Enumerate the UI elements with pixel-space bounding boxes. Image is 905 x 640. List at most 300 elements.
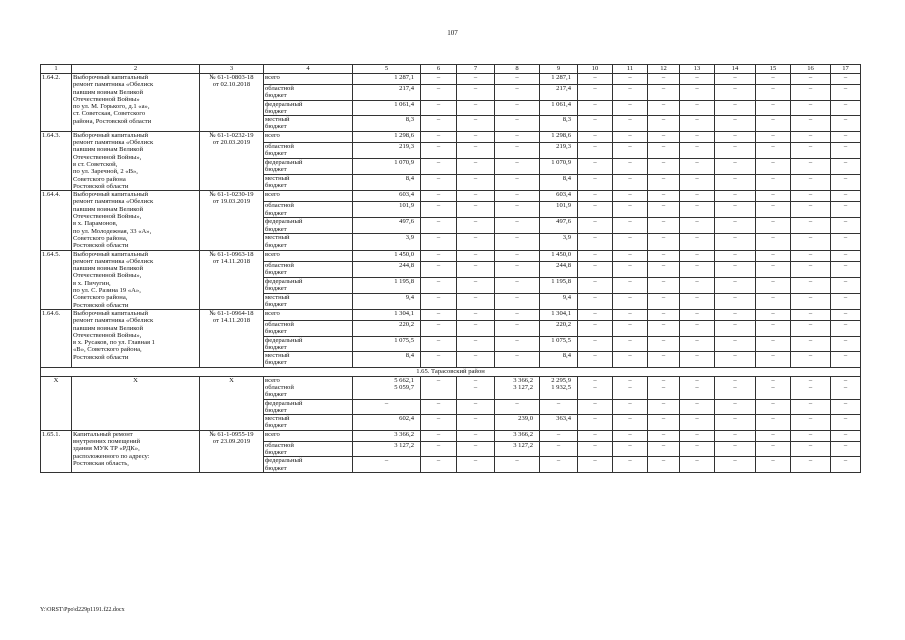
dash-cell: – <box>791 320 831 336</box>
dash-cell: – <box>680 261 715 277</box>
dash-cell: – <box>680 202 715 218</box>
dash-cell: – <box>680 441 715 457</box>
dash-cell: – <box>457 293 495 309</box>
dash-cell: – <box>756 320 791 336</box>
header-cell: 9 <box>540 65 578 74</box>
dash-cell: – <box>715 116 756 132</box>
dash-cell: – <box>495 399 540 415</box>
item-document: № 61-1-0230-19 от 19.03.2019 <box>200 191 264 250</box>
dash-cell: – <box>578 100 613 116</box>
dash-cell: – <box>648 131 680 142</box>
dash-cell: – <box>791 277 831 293</box>
table-row <box>41 430 861 441</box>
dash-cell: – <box>648 159 680 175</box>
dash-cell: – – <box>791 376 831 399</box>
dash-cell: – <box>457 415 495 431</box>
amount-cell: 8,3 <box>353 116 421 132</box>
dash-cell: – <box>457 175 495 191</box>
item-number: 1.64.3. <box>41 131 72 190</box>
dash-cell: – <box>578 234 613 250</box>
header-cell: 15 <box>756 65 791 74</box>
dash-cell: – <box>578 457 613 473</box>
dash-cell: – <box>715 159 756 175</box>
dash-cell: – <box>715 191 756 202</box>
dash-cell: – <box>680 85 715 101</box>
amount-cell: 1 450,0 <box>540 250 578 261</box>
dash-cell: – <box>495 116 540 132</box>
dash-cell: – <box>578 191 613 202</box>
amount-cell: 603,4 <box>540 191 578 202</box>
dash-cell: – <box>457 234 495 250</box>
budget-label: местный бюджет <box>264 116 353 132</box>
dash-cell: – <box>715 430 756 441</box>
dash-cell: – <box>648 261 680 277</box>
dash-cell: – <box>680 159 715 175</box>
budget-label: федеральный бюджет <box>264 159 353 175</box>
dash-cell: – <box>457 74 495 85</box>
dash-cell: – <box>421 277 457 293</box>
dash-cell: – <box>421 352 457 368</box>
dash-cell: – <box>791 175 831 191</box>
item-number: 1.64.5. <box>41 250 72 309</box>
dash-cell: – <box>613 320 648 336</box>
dash-cell: – <box>756 277 791 293</box>
dash-cell: – <box>457 159 495 175</box>
dash-cell: – <box>791 309 831 320</box>
dash-cell: – <box>578 261 613 277</box>
budget-label: местный бюджет <box>264 293 353 309</box>
dash-cell: – <box>831 175 861 191</box>
dash-cell: – <box>578 131 613 142</box>
amount-cell: 1 070,9 <box>540 159 578 175</box>
dash-cell: – <box>457 277 495 293</box>
item-document: № 61-1-0803-18 от 02.10.2018 <box>200 74 264 132</box>
dash-cell: – <box>613 202 648 218</box>
dash-cell: – <box>831 309 861 320</box>
dash-cell: – <box>457 320 495 336</box>
budget-label: областной бюджет <box>264 143 353 159</box>
amount-cell: 8,4 <box>353 175 421 191</box>
dash-cell: – <box>421 430 457 441</box>
dash-cell: – <box>756 336 791 352</box>
dash-cell: – <box>756 399 791 415</box>
table-row <box>41 309 861 320</box>
amount-cell: 239,0 <box>495 415 540 431</box>
dash-cell: – <box>715 250 756 261</box>
dash-cell: – <box>578 320 613 336</box>
dash-cell: – <box>831 457 861 473</box>
dash-cell: – <box>648 415 680 431</box>
amount-cell: 101,9 <box>353 202 421 218</box>
amount-cell: 3,9 <box>540 234 578 250</box>
budget-label: федеральный бюджет <box>264 100 353 116</box>
dash-cell: – <box>648 250 680 261</box>
dash-cell: – <box>756 175 791 191</box>
dash-cell: – <box>680 309 715 320</box>
item-name: Выборочный капитальный ремонт памятника «Обелиск павшим воинам Великой Отечественной Войны», в х. Пичугин, по ул. С. Разина 19 «А», Советского района, Ростовской области <box>72 250 200 309</box>
dash-cell: – <box>421 441 457 457</box>
dash-cell: – <box>578 293 613 309</box>
dash-cell: – <box>578 218 613 234</box>
dash-cell: – <box>578 336 613 352</box>
dash-cell: – <box>756 131 791 142</box>
x-cell: X <box>200 376 264 430</box>
budget-label: федеральный бюджет <box>264 277 353 293</box>
dash-cell: – <box>421 320 457 336</box>
dash-cell: – <box>756 116 791 132</box>
amount-cell: 8,4 <box>540 352 578 368</box>
budget-label: областной бюджет <box>264 202 353 218</box>
amount-cell: 9,4 <box>540 293 578 309</box>
dash-cell: – <box>421 218 457 234</box>
header-cell: 1 <box>41 65 72 74</box>
dash-cell: – <box>578 74 613 85</box>
amount-cell: 602,4 <box>353 415 421 431</box>
dash-cell: – <box>495 277 540 293</box>
header-cell: 6 <box>421 65 457 74</box>
dash-cell: – <box>756 430 791 441</box>
dash-cell: – – <box>756 376 791 399</box>
dash-cell: – <box>495 250 540 261</box>
dash-cell: – <box>831 415 861 431</box>
dash-cell: – <box>578 430 613 441</box>
dash-cell: – <box>495 175 540 191</box>
dash-cell: – <box>680 74 715 85</box>
dash-cell: – <box>613 159 648 175</box>
dash-cell: – <box>421 85 457 101</box>
dash-cell: – <box>353 457 421 473</box>
dash-cell: – <box>831 320 861 336</box>
dash-cell: – <box>457 143 495 159</box>
x-cell: X <box>41 376 72 430</box>
amount-cell: 497,6 <box>540 218 578 234</box>
budget-label: всего <box>264 131 353 142</box>
dash-cell: – <box>648 116 680 132</box>
dash-cell: – <box>540 457 578 473</box>
budget-table <box>40 64 861 473</box>
dash-cell: – <box>791 100 831 116</box>
dash-cell: – <box>613 457 648 473</box>
dash-cell: – <box>648 85 680 101</box>
item-number: 1.64.6. <box>41 309 72 367</box>
dash-cell: – <box>831 250 861 261</box>
table-row <box>41 367 861 376</box>
dash-cell: – – <box>648 376 680 399</box>
amount-cell: 8,3 <box>540 116 578 132</box>
dash-cell: – <box>831 100 861 116</box>
header-cell: 5 <box>353 65 421 74</box>
dash-cell: – <box>578 143 613 159</box>
dash-cell: – <box>756 100 791 116</box>
dash-cell: – <box>831 202 861 218</box>
dash-cell: – <box>756 457 791 473</box>
dash-cell: – <box>791 131 831 142</box>
dash-cell: – – <box>578 376 613 399</box>
amount-cell: 217,4 <box>353 85 421 101</box>
table-row <box>41 250 861 261</box>
dash-cell: – <box>791 415 831 431</box>
dash-cell: – <box>831 293 861 309</box>
item-name: Выборочный капитальный ремонт памятника «Обелиск павшим воинам Великой Отечественной Войны», в х. Русаков, по ул. Главная 1 «В», Советского района, Ростовской области <box>72 309 200 367</box>
dash-cell: – <box>831 74 861 85</box>
dash-cell: – <box>495 234 540 250</box>
dash-cell: – <box>495 352 540 368</box>
header-cell: 2 <box>72 65 200 74</box>
dash-cell: – <box>578 415 613 431</box>
dash-cell: – <box>791 261 831 277</box>
dash-cell: – <box>756 159 791 175</box>
amount-cell: 1 075,5 <box>353 336 421 352</box>
item-name: Капитальный ремонт внутренних помещений здания МУК ТР «РДК», расположенного по адресу: Ростовская область, <box>72 430 200 472</box>
dash-cell: – <box>756 234 791 250</box>
dash-cell: – <box>613 415 648 431</box>
dash-cell: – <box>648 74 680 85</box>
dash-cell: – <box>457 441 495 457</box>
budget-label: всего <box>264 191 353 202</box>
amount-cell: 1 287,1 <box>540 74 578 85</box>
dash-cell: – <box>457 250 495 261</box>
dash-cell: – <box>831 234 861 250</box>
dash-cell: – <box>457 457 495 473</box>
dash-cell: – <box>715 352 756 368</box>
amount-cell: 3 366,2 <box>495 430 540 441</box>
dash-cell: – <box>831 261 861 277</box>
item-name: Выборочный капитальный ремонт памятника «Обелиск павшим воинам Великой Отечественной Войны» по ул. М. Горького, д.1 «а», ст. Советская, Советского района, Ростовской области <box>72 74 200 132</box>
dash-cell: – <box>756 191 791 202</box>
budget-label: федеральный бюджет <box>264 457 353 473</box>
dash-cell: – <box>715 218 756 234</box>
item-name: Выборочный капитальный ремонт памятника «Обелиск павшим воинам Великой Отечественной Войны», в х. Парамонов, по ул. Молодежная, 33 «А», Советского района, Ростовской области <box>72 191 200 250</box>
dash-cell: – <box>756 250 791 261</box>
header-cell: 4 <box>264 65 353 74</box>
dash-cell: – <box>613 399 648 415</box>
dash-cell: – <box>495 457 540 473</box>
dash-cell: – <box>756 143 791 159</box>
dash-cell: – <box>715 85 756 101</box>
amount-cell: 2 295,9 1 932,5 <box>540 376 578 399</box>
budget-label: всего областной бюджет <box>264 376 353 399</box>
dash-cell: – <box>756 85 791 101</box>
dash-cell: – <box>680 457 715 473</box>
dash-cell: – <box>648 441 680 457</box>
dash-cell: – <box>495 85 540 101</box>
dash-cell: – <box>578 441 613 457</box>
dash-cell: – <box>715 309 756 320</box>
header-cell: 8 <box>495 65 540 74</box>
dash-cell: – <box>715 277 756 293</box>
dash-cell: – <box>648 293 680 309</box>
dash-cell: – <box>495 336 540 352</box>
dash-cell: – <box>613 261 648 277</box>
budget-label: всего <box>264 309 353 320</box>
dash-cell: – <box>648 277 680 293</box>
dash-cell: – <box>680 336 715 352</box>
header-cell: 12 <box>648 65 680 74</box>
budget-label: федеральный бюджет <box>264 218 353 234</box>
dash-cell: – <box>831 85 861 101</box>
header-cell: 14 <box>715 65 756 74</box>
dash-cell: – <box>791 218 831 234</box>
dash-cell: – <box>578 202 613 218</box>
dash-cell: – – <box>613 376 648 399</box>
dash-cell: – <box>756 74 791 85</box>
dash-cell: – <box>495 100 540 116</box>
header-cell: 13 <box>680 65 715 74</box>
dash-cell: – <box>680 415 715 431</box>
dash-cell: – <box>613 293 648 309</box>
dash-cell: – <box>495 293 540 309</box>
dash-cell: – <box>457 218 495 234</box>
dash-cell: – <box>495 202 540 218</box>
dash-cell: – <box>648 234 680 250</box>
dash-cell: – <box>756 309 791 320</box>
dash-cell: – <box>791 250 831 261</box>
dash-cell: – <box>495 261 540 277</box>
dash-cell: – <box>648 218 680 234</box>
dash-cell: – <box>680 430 715 441</box>
header-cell: 7 <box>457 65 495 74</box>
dash-cell: – <box>791 159 831 175</box>
page-number: 107 <box>447 29 458 37</box>
dash-cell: – <box>648 175 680 191</box>
dash-cell: – <box>421 457 457 473</box>
budget-label: федеральный бюджет <box>264 399 353 415</box>
dash-cell: – <box>578 277 613 293</box>
dash-cell: – <box>680 250 715 261</box>
section-title: 1.65. Тарасовский район <box>41 367 861 376</box>
dash-cell: – <box>540 441 578 457</box>
budget-label: местный бюджет <box>264 234 353 250</box>
table-row <box>41 65 861 74</box>
table-row <box>41 376 861 399</box>
dash-cell: – <box>715 143 756 159</box>
dash-cell: – <box>680 143 715 159</box>
dash-cell: – – <box>831 376 861 399</box>
table-row <box>41 191 861 202</box>
dash-cell: – <box>421 250 457 261</box>
dash-cell: – – <box>680 376 715 399</box>
dash-cell: – <box>613 441 648 457</box>
dash-cell: – <box>715 74 756 85</box>
dash-cell: – <box>495 191 540 202</box>
dash-cell: – <box>756 293 791 309</box>
dash-cell: – <box>578 250 613 261</box>
amount-cell: 9,4 <box>353 293 421 309</box>
dash-cell: – <box>421 261 457 277</box>
dash-cell: – <box>457 202 495 218</box>
amount-cell: 3 366,2 <box>353 430 421 441</box>
table-body <box>41 65 861 473</box>
x-cell: X <box>72 376 200 430</box>
item-document: № 61-1-0955-19 от 23.09.2019 <box>200 430 264 472</box>
amount-cell: 8,4 <box>540 175 578 191</box>
dash-cell: – <box>648 399 680 415</box>
amount-cell: 1 287,1 <box>353 74 421 85</box>
dash-cell: – – <box>457 376 495 399</box>
dash-cell: – <box>791 336 831 352</box>
dash-cell: – <box>715 415 756 431</box>
dash-cell: – <box>791 143 831 159</box>
dash-cell: – <box>715 131 756 142</box>
item-document: № 61-1-0964-18 от 14.11.2018 <box>200 309 264 367</box>
header-cell: 11 <box>613 65 648 74</box>
item-document: № 61-1-0963-18 от 14.11.2018 <box>200 250 264 309</box>
dash-cell: – <box>613 218 648 234</box>
dash-cell: – <box>715 293 756 309</box>
amount-cell: 1 450,0 <box>353 250 421 261</box>
dash-cell: – <box>613 116 648 132</box>
dash-cell: – <box>353 399 421 415</box>
amount-cell: 3,9 <box>353 234 421 250</box>
dash-cell: – <box>421 100 457 116</box>
dash-cell: – <box>578 116 613 132</box>
dash-cell: – <box>648 320 680 336</box>
dash-cell: – <box>715 100 756 116</box>
amount-cell: 5 662,1 5 059,7 <box>353 376 421 399</box>
dash-cell: – <box>578 309 613 320</box>
budget-label: всего <box>264 250 353 261</box>
header-cell: 10 <box>578 65 613 74</box>
dash-cell: – <box>680 191 715 202</box>
budget-label: всего <box>264 430 353 441</box>
budget-label: областной бюджет <box>264 85 353 101</box>
amount-cell: 244,8 <box>353 261 421 277</box>
dash-cell: – <box>648 336 680 352</box>
amount-cell: 101,9 <box>540 202 578 218</box>
dash-cell: – <box>457 352 495 368</box>
header-cell: 3 <box>200 65 264 74</box>
dash-cell: – <box>495 131 540 142</box>
dash-cell: – <box>421 202 457 218</box>
dash-cell: – <box>791 430 831 441</box>
dash-cell: – <box>680 234 715 250</box>
amount-cell: 1 195,8 <box>540 277 578 293</box>
amount-cell: 217,4 <box>540 85 578 101</box>
item-number: 1.64.2. <box>41 74 72 132</box>
dash-cell: – <box>457 131 495 142</box>
dash-cell: – <box>613 277 648 293</box>
dash-cell: – <box>648 352 680 368</box>
dash-cell: – <box>715 336 756 352</box>
dash-cell: – <box>457 191 495 202</box>
dash-cell: – <box>648 430 680 441</box>
header-cell: 16 <box>791 65 831 74</box>
budget-label: местный бюджет <box>264 415 353 431</box>
amount-cell: 1 070,9 <box>353 159 421 175</box>
dash-cell: – <box>648 143 680 159</box>
dash-cell: – <box>791 116 831 132</box>
amount-cell: 1 075,5 <box>540 336 578 352</box>
dash-cell: – <box>791 293 831 309</box>
dash-cell: – <box>831 191 861 202</box>
dash-cell: – <box>495 74 540 85</box>
dash-cell: – <box>831 143 861 159</box>
dash-cell: – <box>457 261 495 277</box>
dash-cell: – <box>457 399 495 415</box>
budget-label: областной бюджет <box>264 441 353 457</box>
dash-cell: – <box>648 309 680 320</box>
dash-cell: – <box>756 218 791 234</box>
table-row <box>41 131 861 142</box>
dash-cell: – <box>791 202 831 218</box>
budget-label: местный бюджет <box>264 175 353 191</box>
dash-cell: – <box>613 85 648 101</box>
dash-cell: – <box>648 100 680 116</box>
amount-cell: 363,4 <box>540 415 578 431</box>
dash-cell: – <box>831 441 861 457</box>
budget-label: местный бюджет <box>264 352 353 368</box>
amount-cell: 219,3 <box>353 143 421 159</box>
